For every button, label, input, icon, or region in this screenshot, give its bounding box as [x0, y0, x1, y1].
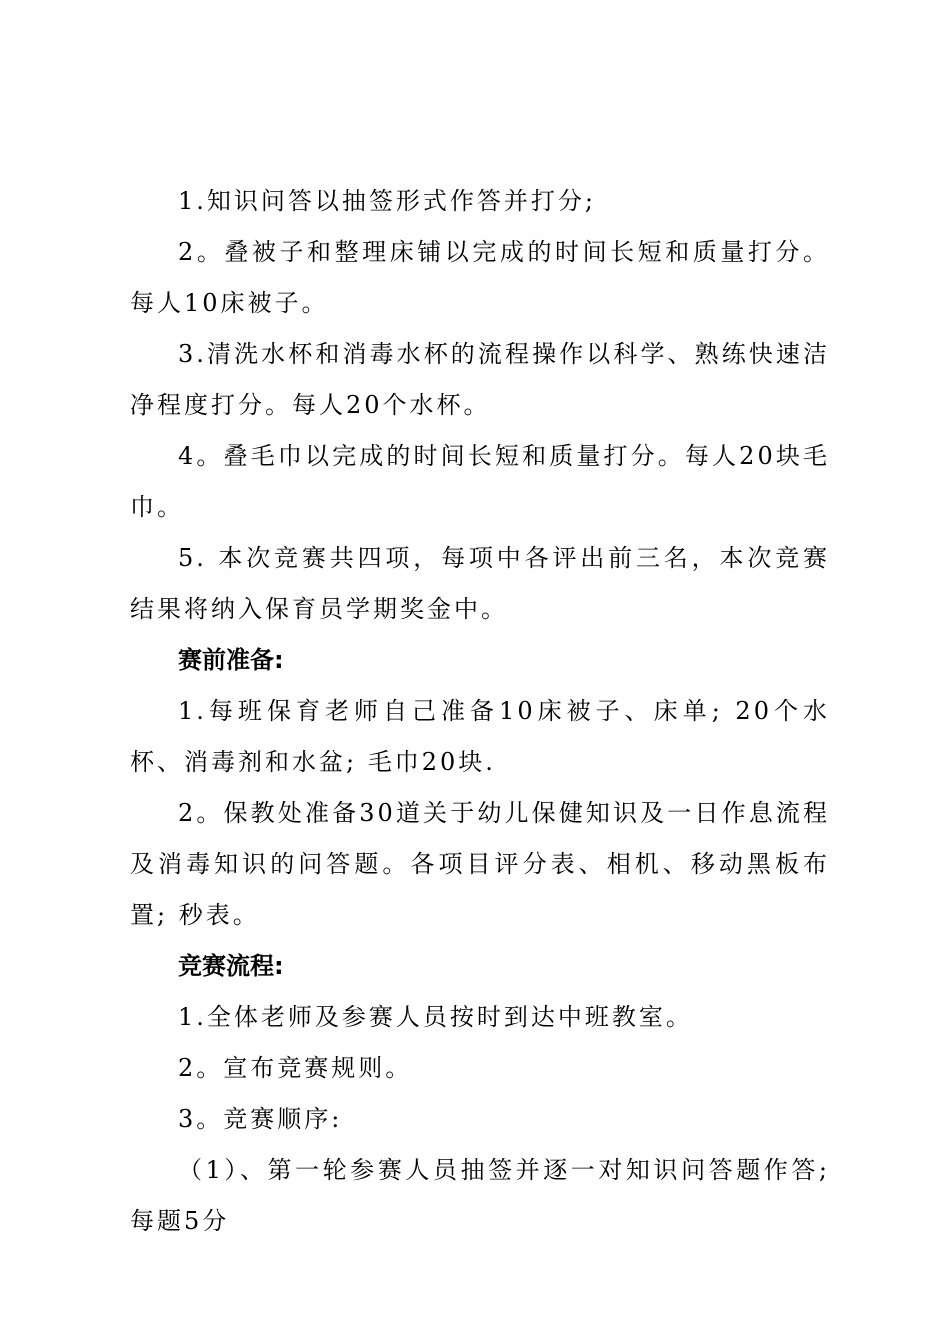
flow-heading: 竞赛流程:	[178, 952, 284, 980]
prep-paragraph-2: 2。保教处准备30道关于幼儿保健知识及一日作息流程及消毒知识的问答题。各项目评分表、相机、移动黑板布置; 秒表。	[130, 799, 830, 929]
rule-paragraph-5: 5. 本次竞赛共四项，每项中各评出前三名，本次竞赛结果将纳入保育员学期奖金中。	[130, 544, 830, 623]
prep-heading: 赛前准备:	[178, 646, 284, 674]
rule-paragraph-1: 1.知识问答以抽签形式作答并打分;	[178, 187, 596, 215]
rule-paragraph-3: 3.清洗水杯和消毒水杯的流程操作以科学、熟练快速洁净程度打分。每人20个水杯。	[130, 340, 830, 419]
prep-paragraph-1: 1.每班保育老师自己准备10床被子、床单; 20个水杯、消毒剂和水盆; 毛巾20块.	[130, 697, 830, 776]
flow-paragraph-3: 3。竞赛顺序:	[178, 1105, 343, 1133]
flow-paragraph-4: （1）、第一轮参赛人员抽签并逐一对知识问答题作答; 每题5分	[130, 1156, 830, 1235]
flow-paragraph-2: 2。宣布竞赛规则。	[178, 1054, 413, 1082]
rule-paragraph-4: 4。叠毛巾以完成的时间长短和质量打分。每人20块毛巾。	[130, 442, 830, 521]
flow-paragraph-1: 1.全体老师及参赛人员按时到达中班教室。	[178, 1003, 693, 1031]
document-body	[130, 176, 830, 1247]
rule-paragraph-2: 2。叠被子和整理床铺以完成的时间长短和质量打分。每人10床被子。	[130, 238, 830, 317]
